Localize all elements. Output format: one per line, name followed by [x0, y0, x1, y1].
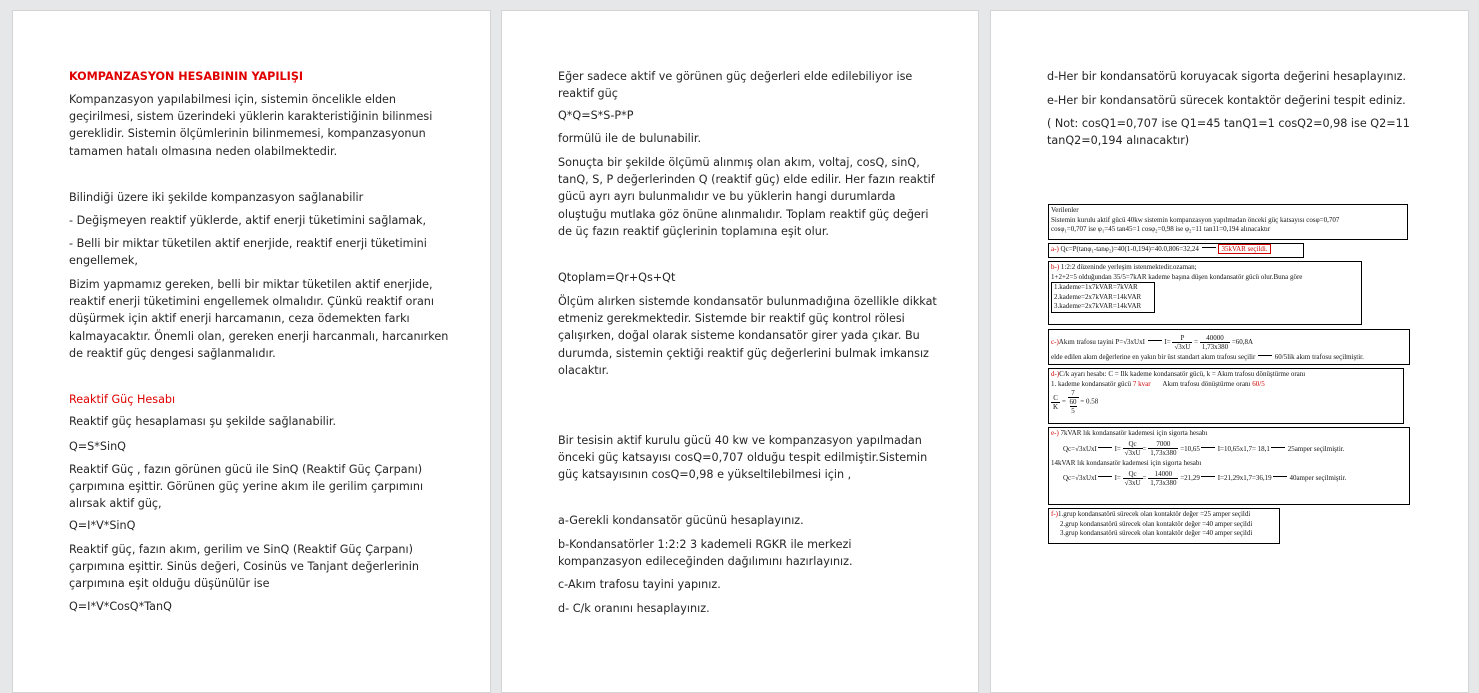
formula-q-total: Qtoplam=Qr+Qs+Qt [558, 271, 676, 284]
solution-e-label: e-) [1051, 429, 1059, 437]
formula-value: =21,29 [1180, 474, 1200, 482]
solution-d-value: = 0.58 [1080, 397, 1099, 406]
fraction-num: Qc [1123, 470, 1143, 479]
fraction-den: √3xU [1124, 478, 1141, 487]
fraction-den-bottom: 5 [1071, 407, 1075, 415]
solution-d-line-2c: Akım trafosu dönüştürme oranı [1162, 379, 1251, 388]
fraction-qc [1123, 470, 1143, 487]
fraction-num: 40000 [1200, 334, 1230, 343]
formula-q-squared: Q*Q=S*S-P*P [558, 109, 634, 122]
fraction-7000 [1148, 440, 1178, 457]
paragraph-phase: Reaktif güç, fazın akım, gerilim ve SinQ (Reaktif Güç Çarpanı) çarpımına eşittir. Sinüs değeri, Cosinüs ve Tanjant değerlerinin çarpımına eşit olduğu düşünülür ise [69, 543, 419, 591]
document-title: KOMPANZASYON HESABININ YAPILIŞI [69, 70, 304, 83]
fraction-den: K [1053, 402, 1059, 411]
arrow-icon [1201, 476, 1215, 477]
formula-q-s-sin: Q=S*SinQ [69, 440, 126, 453]
solution-f-line-2: 2.grup kondansatörü sürecek olan kontaktör değer =40 amper seçildi [1060, 519, 1253, 528]
formula-selected: 25amper seçilmiştir. [1287, 444, 1345, 453]
question-a: a-Gerekli kondansatör gücünü hesaplayınız. [558, 514, 804, 527]
question-c: c-Akım trafosu tayini yapınız. [558, 578, 721, 591]
givens-title: Verilenler [1051, 206, 1079, 214]
solution-c-label: c-) [1051, 338, 1059, 346]
solution-a-formula: Qc=P(tanφ₁-tanφ₂)=40(1-0,194)=40.0,806=32,24 [1060, 245, 1199, 253]
fraction-num: 7000 [1148, 440, 1178, 449]
formula-value: =10,65 [1180, 444, 1200, 453]
solution-f-line-3: 3.grup kondansatörü sürecek olan kontaktör değer =40 amper seçildi [1060, 529, 1253, 537]
paragraph-formula: formülü ile de bulunabilir. [558, 132, 702, 145]
paragraph-if: Eğer sadece aktif ve görünen güç değerleri elde edilebiliyor ise reaktif güç [558, 70, 913, 101]
fraction-num: 7 [1068, 389, 1079, 398]
solution-d-line-2b: 7 kvar [1132, 379, 1151, 388]
fraction-num: P [1172, 334, 1192, 343]
fraction-den: √3xU [1174, 342, 1191, 351]
formula-qc: Qc=√3xUxI [1063, 444, 1097, 453]
solution-b-box [1048, 261, 1362, 325]
fraction-den: 1,73x380 [1150, 449, 1177, 458]
solution-c-line-2b: 60/5lik akım trafosu seçilmiştir. [1274, 353, 1364, 361]
formula-product: =21,29x1,7=36,19 [1220, 474, 1272, 482]
kademe-1: 1.kademe=1x7kVAR=7kVAR [1054, 283, 1138, 291]
paragraph-calc-intro: Reaktif güç hesaplaması şu şekilde sağlanabilir. [69, 415, 337, 428]
formula-selected: 40amper seçilmiştir. [1289, 474, 1347, 482]
solution-e-box: e-) 7kVAR lık kondansatör kademesi için sigorta hesabı Qc=√3xUxI I= $\frac{Qc}{√3xU}$ = $\frac{7000}{1,73x380}$ =10,65 I=10,65x1,7= 18,1 25amper seçilmiştir. 14kVAR lık kondansatör kademesi için sigorta hesabı Qc=√3xUxI I= $\frac{Qc}{√3xU}$ = $\frac{14000}{1,73x380}$ =21,29 I=21,29x1,7=36,19 40amper seçilmiştir. [1048, 427, 1410, 505]
formula-i: I= [1114, 474, 1121, 482]
paragraph-intro: Kompanzasyon yapılabilmesi için, sistemin öncelikle elden geçirilmesi, sistem üzerindeki yüklerin karakteristiğinin bilinmesi gereklidir. Sistemin ölçümlerinin bilinmemesi, kompanzasyonun tamamen hatalı olmasına neden olabilmektedir. [69, 93, 433, 158]
paragraph-measure: Ölçüm alırken sistemde kondansatör bulunmadığına özellikle dikkat etmeniz gerekmektedir. Sistemde bir reaktif güç kontrol rölesi çalışırken, doğal olarak sisteme kondansatör girer yada çıkar. Bu durumda, sistemin çektiği reaktif güç değerlerini bulmak imkansız olacaktır. [558, 295, 937, 377]
arrow-icon [1258, 355, 1272, 356]
section-title-reactive: Reaktif Güç Hesabı [69, 393, 176, 406]
solution-d-box: d-)C/k ayarı hesabı: C = Ilk kademe kondansatör gücü, k = Akım trafosu dönüştürme oranı 1. kademe kondansatör gücü 7 kvar Akım trafosu dönüştürme oranı 60/5 $\frac{C}{K}$ = 7 60 5 = 0.58 [1048, 368, 1404, 424]
arrow-icon [1201, 447, 1215, 448]
solution-b-line-2: 1+2+2=5 olduğundan 35/5=7kAR kademe başına düşen kondansatör gücü olur.Buna göre [1051, 272, 1303, 281]
arrow-icon [1271, 447, 1285, 448]
fraction-value [1200, 334, 1230, 351]
fraction-den: 1,73x380 [1201, 342, 1229, 351]
solution-b-label: b-) [1051, 263, 1060, 271]
solution-c-value: =60,8A [1231, 338, 1254, 346]
paragraph-bullet-1: - Değişmeyen reaktif yüklerde, aktif enerji tüketimini sağlamak, [69, 214, 427, 227]
formula-i: I= [1114, 444, 1121, 453]
fraction-qc [1123, 440, 1143, 457]
solution-f-box [1048, 508, 1280, 544]
arrow-icon [1098, 447, 1112, 448]
fraction-den: √3xU [1124, 449, 1141, 458]
solution-a-box [1048, 243, 1304, 258]
givens-line-2: cosφ₁=0,707 ise φ₁=45 tan45=1 cosφ₂=0,98 ise φ₂=11 tan11=0,194 alınacaktır [1051, 225, 1271, 233]
document-page-1 [12, 10, 491, 693]
paragraph-reactive: Reaktif Güç , fazın görünen gücü ile SinQ (Reaktif Güç Çarpanı) çarpımına eşittir. Görünen güç yerine akım ile gerilim çarpımını alırsak aktif güç, [69, 463, 424, 511]
solution-c-box [1048, 329, 1410, 365]
formula-q-i-v-sin: Q=I*V*SinQ [69, 519, 136, 532]
fraction-num: Qc [1123, 440, 1143, 449]
fraction-num: C [1051, 394, 1060, 403]
paragraph-do: Bizim yapmamız gereken, belli bir miktar tüketilen aktif enerjide, reaktif enerji tüketimini engellemek olmalıdır. Çünkü reaktif oranı düşürmek için aktif enerji harcamanın, ceza ödemekten farkı kalmayacaktır. Önemli olan, gereken enerji harcanmalı, harcanırken de reaktif güç dengesi sağlanmalıdır. [69, 278, 449, 360]
solution-d-label: d-) [1051, 370, 1060, 378]
paragraph-problem: Bir tesisin aktif kurulu gücü 40 kw ve kompanzasyon yapılmadan önceki güç katsayısı cosQ=0,707 olduğu tespit edilmiştir.Sistemin güç katsayısının cosQ=0,98 e yükseltilebilmesi için , [558, 434, 928, 482]
document-page-3 [990, 10, 1469, 693]
solution-c-line-2: elde edilen akım değerlerine en yakın bir üst standart akım trafosu seçilir [1051, 353, 1256, 361]
note: ( Not: cosQ1=0,707 ise Q1=45 tanQ1=1 cosQ2=0,98 ise Q2=11 tanQ2=0,194 alınacaktır) [1047, 117, 1410, 148]
formula-q-i-v-cos-tan: Q=I*V*CosQ*TanQ [69, 600, 172, 613]
arrow-icon [1202, 247, 1216, 248]
fraction-den: 1,73x380 [1150, 478, 1177, 487]
formula-i-sig: I [1217, 474, 1221, 482]
solution-c-text: Akım trafosu tayini P=√3xUxI [1058, 338, 1145, 346]
equals: = [1194, 338, 1199, 346]
formula-i-sig: I [1217, 444, 1221, 453]
solution-d-line-2a: 1. kademe kondansatör gücü [1051, 379, 1132, 388]
question-e-contactor: e-Her bir kondansatörü sürecek kontaktör değerini tespit ediniz. [1047, 94, 1406, 107]
fraction-den-top: 60 [1069, 398, 1077, 406]
question-b: b-Kondansatörler 1:2:2 3 kademeli RGKR ile merkezi kompanzasyon edileceğinden dağılımını hazırlayınız. [558, 538, 853, 569]
solution-f-line-1: 1.grup kondansatörü sürecek olan kontaktör değer =25 amper seçildi [1058, 510, 1251, 518]
fraction-num: 14000 [1148, 470, 1178, 479]
kademe-2: 2.kademe=2x7kVAR=14kVAR [1054, 292, 1142, 301]
fraction-ck [1051, 394, 1060, 411]
solution-a-label: a-) [1051, 245, 1059, 253]
paragraph-bullet-2: - Belli bir miktar tüketilen aktif enerjide, reaktif enerji tüketimini engellemek, [69, 237, 427, 268]
arrow-icon [1098, 476, 1112, 477]
document-page-2 [501, 10, 979, 693]
solution-e-title-2: 14kVAR lık kondansatör kademesi için sigorta hesabı [1051, 458, 1202, 467]
givens-line-1: Sistemin kurulu aktif gücü 40kw sistemin kompanzasyon yapılmadan önceki güç katsayısı cosφ=0,707 [1051, 215, 1340, 224]
paragraph-known: Bilindiği üzere iki şekilde kompanzasyon sağlanabilir [69, 191, 364, 204]
arrow-icon [1273, 476, 1287, 477]
givens-box [1048, 204, 1408, 240]
solution-c-i: I= [1164, 338, 1171, 346]
question-d-fuse: d-Her bir kondansatörü koruyacak sigorta değerini hesaplayınız. [1047, 70, 1407, 83]
solution-d-line-2d: 60/5 [1252, 379, 1265, 388]
kademe-3: 3.kademe=2x7kVAR=14kVAR [1054, 302, 1142, 310]
arrow-icon [1148, 340, 1162, 341]
solution-a-result: 35kVAR seçildi. [1218, 244, 1270, 254]
formula-product: =10,65x1,7= 18,1 [1220, 444, 1270, 453]
solution-f-label: f-) [1051, 510, 1058, 518]
formula-qc: Qc=√3xUxI [1063, 474, 1097, 482]
solution-b-line-1: 1:2:2 düzeninde yerleşim istenmektedir.ozaman; [1060, 263, 1197, 271]
solution-d-line-1: C/k ayarı hesabı: C = Ilk kademe kondansatör gücü, k = Akım trafosu dönüştürme oranı [1059, 370, 1306, 378]
fraction-ck-value [1068, 389, 1079, 415]
fraction-14000 [1148, 470, 1178, 487]
paragraph-result: Sonuçta bir şekilde ölçümü alınmış olan akım, voltaj, cosQ, sinQ, tanQ, S, P değerlerinden Q (reaktif güç) elde edilir. Her fazın reaktif gücü ayrı ayrı bulunmalıdır ve bu yüklerin hangi durumlarda oluştuğu mutlaka göz önüne alınmalıdır. Toplam reaktif güç değeri de üç fazın reaktif güçlerinin toplamına eşit olur. [558, 156, 935, 238]
solution-e-title-1: 7kVAR lık kondansatör kademesi için sigorta hesabı [1060, 429, 1208, 437]
question-d: d- C/k oranını hesaplayınız. [558, 602, 710, 615]
fraction-p [1172, 334, 1192, 351]
